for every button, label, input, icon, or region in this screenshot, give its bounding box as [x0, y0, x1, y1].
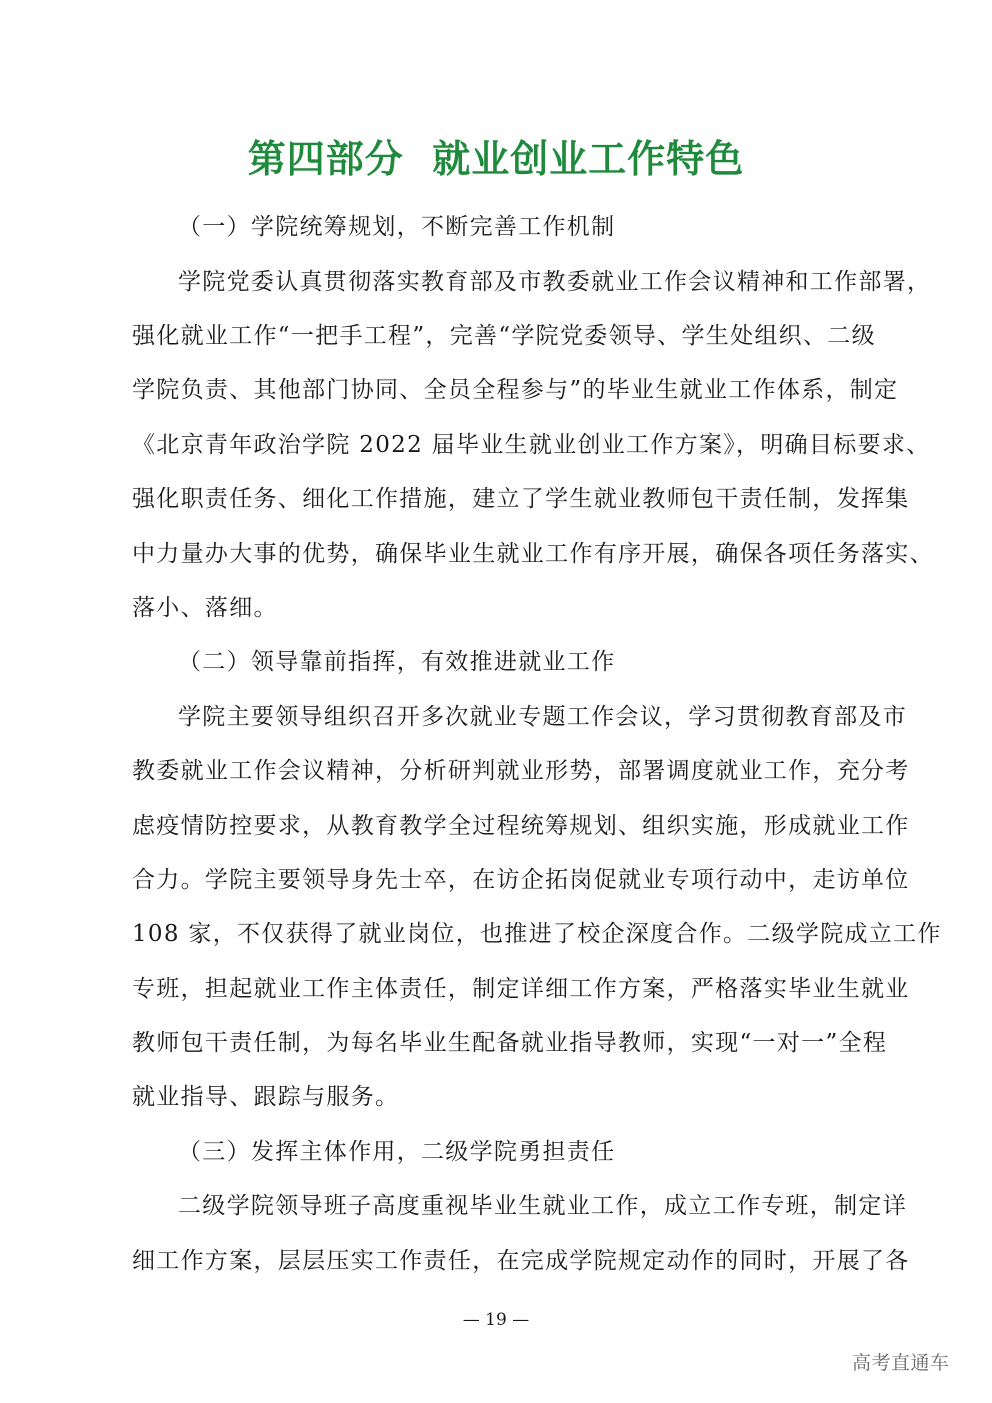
paragraph-line: 学院党委认真贯彻落实教育部及市教委就业工作会议精神和工作部署，: [178, 269, 932, 295]
paragraph-line: 108 家，不仅获得了就业岗位，也推进了校企深度合作。二级学院成立工作: [132, 921, 942, 947]
paragraph-line: 学院负责、其他部门协同、全员全程参与”的毕业生就业工作体系，制定: [132, 377, 899, 403]
paragraph-line: 合力。学院主要领导身先士卒，在访企拓岗促就业专项行动中，走访单位: [132, 867, 910, 893]
paragraph-line: 就业指导、跟踪与服务。: [132, 1084, 400, 1110]
paragraph-line: 专班，担起就业工作主体责任，制定详细工作方案，严格落实毕业生就业: [132, 976, 910, 1002]
paragraph-line: 落小、落细。: [132, 595, 278, 621]
section-heading: （一）学院统筹规划，不断完善工作机制: [178, 214, 616, 240]
section-heading: （二）领导靠前指挥，有效推进就业工作: [178, 649, 616, 675]
paragraph-line: 二级学院领导班子高度重视毕业生就业工作，成立工作专班，制定详: [178, 1193, 907, 1219]
paragraph-line: 强化职责任务、细化工作措施，建立了学生就业教师包干责任制，发挥集: [132, 486, 910, 512]
paragraph-line: 《北京青年政治学院 2022 届毕业生就业创业工作方案》，明确目标要求、: [132, 432, 931, 458]
page-number: — 19 —: [462, 1310, 530, 1330]
paragraph-line: 学院主要领导组织召开多次就业专题工作会议，学习贯彻教育部及市: [178, 704, 907, 730]
paragraph-line: 虑疫情防控要求，从教育教学全过程统筹规划、组织实施，形成就业工作: [132, 813, 910, 839]
section-heading: （三）发挥主体作用，二级学院勇担责任: [178, 1139, 616, 1165]
watermark: 高考直通车: [852, 1352, 950, 1374]
paragraph-line: 教委就业工作会议精神，分析研判就业形势，部署调度就业工作，充分考: [132, 758, 910, 784]
paragraph-line: 中力量办大事的优势，确保毕业生就业工作有序开展，确保各项任务落实、: [132, 541, 934, 567]
paragraph-line: 教师包干责任制，为每名毕业生配备就业指导教师，实现“一对一”全程: [132, 1030, 888, 1056]
paragraph-line: 细工作方案，层层压实工作责任，在完成学院规定动作的同时，开展了各: [132, 1248, 910, 1274]
page-title: 第四部分 就业创业工作特色: [247, 136, 745, 181]
paragraph-line: 强化就业工作“一把手工程”，完善“学院党委领导、学生处组织、二级: [132, 323, 876, 349]
